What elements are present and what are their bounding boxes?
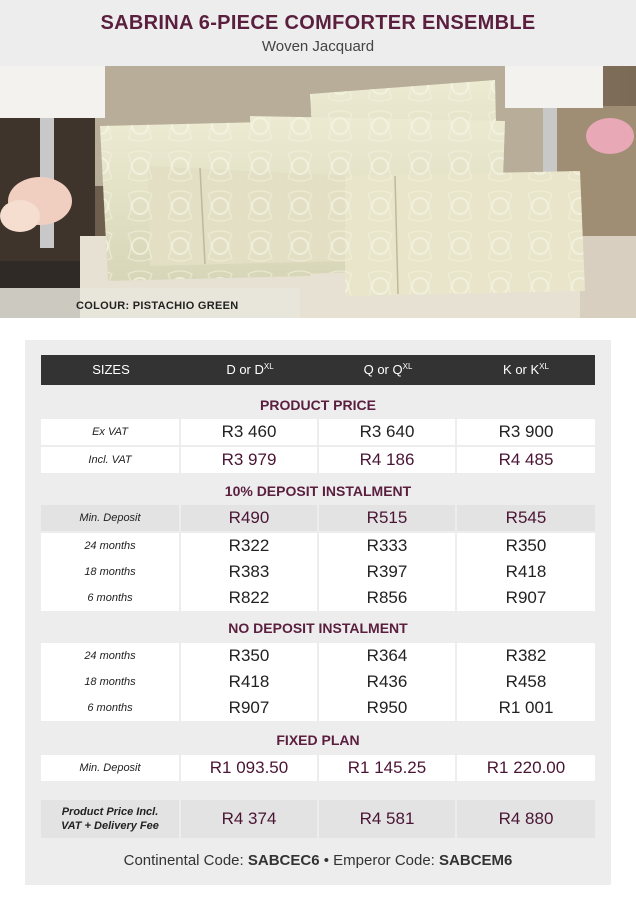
price-d: R822	[181, 585, 317, 611]
table-row	[41, 447, 595, 473]
price-q: R333	[319, 533, 455, 559]
section-title-fixed-plan: FIXED PLAN	[276, 732, 360, 748]
row-label: 24 months	[41, 533, 179, 559]
table-row	[41, 755, 595, 781]
section-title-deposit-instalment: 10% DEPOSIT INSTALMENT	[224, 483, 412, 499]
total-k: R4 880	[457, 800, 595, 838]
table-row-total	[41, 800, 595, 838]
table-row	[41, 669, 595, 695]
colour-label: COLOUR: PISTACHIO GREEN	[76, 300, 239, 312]
price-d: R322	[181, 533, 317, 559]
price-q: R515	[319, 505, 455, 531]
price-q: R3 640	[319, 419, 455, 445]
price-d: R383	[181, 559, 317, 585]
table-row	[41, 643, 595, 669]
price-q: R856	[319, 585, 455, 611]
row-label: 18 months	[41, 559, 179, 585]
row-label: 24 months	[41, 643, 179, 669]
emperor-code: SABCEM6	[439, 852, 513, 869]
row-label: Ex VAT	[41, 419, 179, 445]
table-row	[41, 695, 595, 721]
bedroom-illustration	[0, 66, 636, 318]
price-k: R418	[457, 559, 595, 585]
price-q: R950	[319, 695, 455, 721]
page-title: SABRINA 6-PIECE COMFORTER ENSEMBLE	[100, 12, 536, 34]
row-label: Min. Deposit	[41, 505, 179, 531]
continental-code: SABCEC6	[247, 852, 320, 869]
price-k: R545	[457, 505, 595, 531]
page-header	[0, 0, 636, 66]
price-d: R1 093.50	[181, 755, 317, 781]
price-d: R490	[181, 505, 317, 531]
col-header-d: D or $D^{XL}$	[226, 362, 274, 377]
col-header-k: K or $K^{XL}$	[503, 362, 549, 377]
price-k: R4 485	[457, 447, 595, 473]
col-header-sizes: SIZES	[92, 362, 130, 377]
price-k: R1 001	[457, 695, 595, 721]
table-row	[41, 559, 595, 585]
price-k: R1 220.00	[457, 755, 595, 781]
row-label: 6 months	[41, 585, 179, 611]
price-k: R458	[457, 669, 595, 695]
price-d: R350	[181, 643, 317, 669]
row-label-total: Product Price Incl. VAT + Delivery Fee	[41, 800, 179, 838]
page-subtitle: Woven Jacquard	[261, 38, 375, 55]
price-d: R3 460	[181, 419, 317, 445]
price-d: R907	[181, 695, 317, 721]
price-k: R3 900	[457, 419, 595, 445]
total-q: R4 581	[319, 800, 455, 838]
price-q: R1 145.25	[319, 755, 455, 781]
table-header-row	[41, 355, 595, 385]
price-k: R907	[457, 585, 595, 611]
row-label: Incl. VAT	[41, 447, 179, 473]
section-title-product-price: PRODUCT PRICE	[260, 397, 376, 413]
price-q: R397	[319, 559, 455, 585]
price-q: R436	[319, 669, 455, 695]
col-header-q: Q or $Q^{XL}$	[363, 362, 413, 377]
table-row	[41, 505, 595, 531]
table-row	[41, 419, 595, 445]
section-title-no-deposit-instalment: NO DEPOSIT INSTALMENT	[228, 620, 408, 636]
product-codes: Continental Code: SABCEC6 • Emperor Code: SABCEM6	[123, 852, 513, 869]
price-k: R350	[457, 533, 595, 559]
table-row	[41, 585, 595, 611]
price-q: R4 186	[319, 447, 455, 473]
price-k: R382	[457, 643, 595, 669]
row-label: 18 months	[41, 669, 179, 695]
table-row	[41, 533, 595, 559]
price-d: R418	[181, 669, 317, 695]
price-d: R3 979	[181, 447, 317, 473]
row-label: Min. Deposit	[41, 755, 179, 781]
row-label: 6 months	[41, 695, 179, 721]
total-d: R4 374	[181, 800, 317, 838]
product-photo	[0, 66, 636, 318]
price-q: R364	[319, 643, 455, 669]
